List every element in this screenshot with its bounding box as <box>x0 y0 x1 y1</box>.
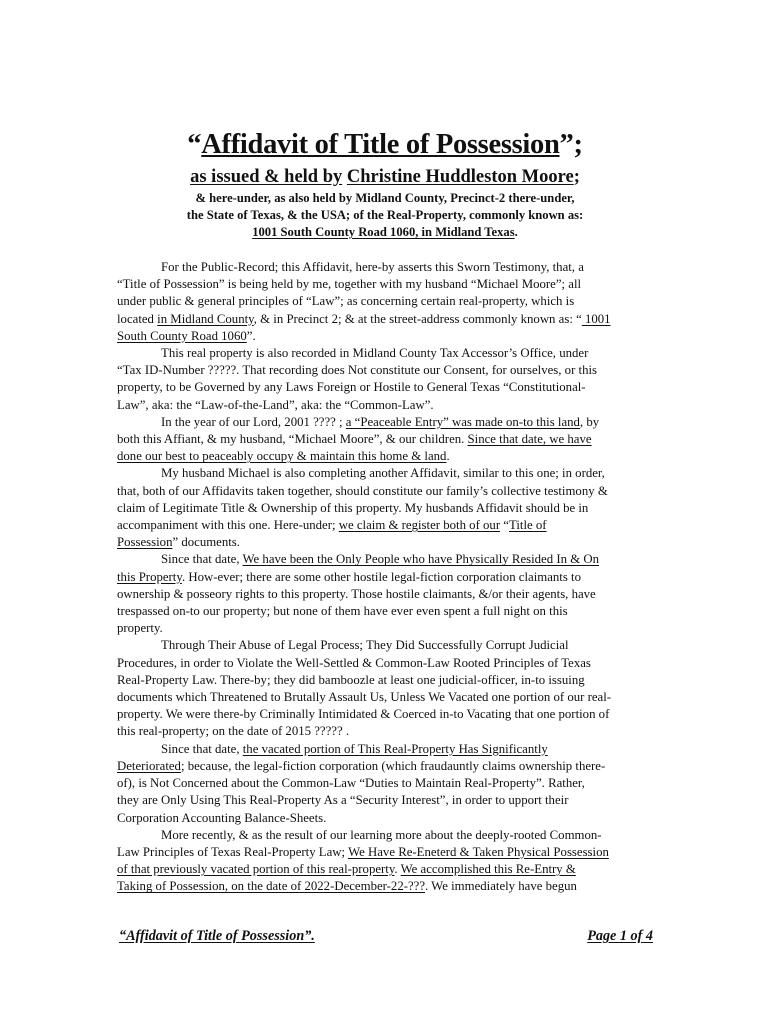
text-line: Law”, aka: the “Law-of-the-Land”, aka: the “Common-Law”. <box>117 397 434 412</box>
text-line: documents which Threatened to Brutally Assault Us, Unless We Vacated one portion of our real- <box>117 690 612 705</box>
paragraph-8 <box>117 827 654 896</box>
document-body <box>117 259 654 896</box>
text-line: ownership & posseory rights to this property. Those hostile claimants, &/or their agents, have <box>117 586 596 601</box>
text-run: Since that date, <box>161 552 243 567</box>
underlined-text: we claim & register both of our <box>338 518 501 533</box>
subtitle-semicolon: ; <box>573 167 580 187</box>
text-line <box>117 328 654 345</box>
subtitle-name: Christine Huddleston Moore <box>346 167 574 187</box>
underlined-text: Deteriorated <box>117 758 181 773</box>
underlined-text: 1001 <box>581 311 611 326</box>
text-run: ”. <box>246 328 256 343</box>
underlined-text: Possession <box>117 535 173 550</box>
underlined-text: Since that date, we have <box>467 432 592 447</box>
text-run: accompaniment with this one. Here-under; <box>117 518 339 533</box>
text-run: . We immediately have begun <box>425 879 577 894</box>
underlined-text: We accomplished this Re-Entry & <box>400 862 576 877</box>
text-line: More recently, & as the result of our learning more about the deeply-rooted Common- <box>161 827 602 842</box>
text-line <box>117 431 654 448</box>
text-line: property. <box>117 621 163 636</box>
text-line <box>117 414 654 431</box>
text-run: . <box>394 862 401 877</box>
underlined-text: a “Peaceable Entry” was made on-to this land <box>345 414 580 429</box>
text-line: trespassed on-to our property; but none of them have ever even spent a full night on this <box>117 604 568 619</box>
text-line <box>117 878 654 895</box>
intro-address: 1001 South County Road 1060, in Midland Texas <box>252 225 515 239</box>
footer-document-title: “Affidavit of Title of Possession”. <box>119 928 315 944</box>
title-open-quote: “ <box>187 129 202 160</box>
underlined-text: the vacated portion of This Real-Property Has Significantly <box>242 741 548 756</box>
text-line <box>117 448 654 465</box>
underlined-text: in Midland County <box>157 311 254 326</box>
underlined-text: this Property <box>117 569 182 584</box>
paragraph-7 <box>117 741 654 827</box>
paragraph-3 <box>117 414 654 466</box>
text-line: “Title of Possession” is being held by me, together with my husband “Michael Moore”; all <box>117 277 582 292</box>
text-line: property, to be Governed by any Laws Foreign or Hostile to General Texas “Constitutional- <box>117 380 586 395</box>
text-run: ; because, the legal-fiction corporation (which fraudauntly claims ownership there- <box>180 758 606 773</box>
underlined-text: done our best to peaceably occupy & maintain this home & land <box>117 449 447 464</box>
subtitle-issued-by: as issued & held by <box>190 167 343 187</box>
text-run: Since that date, <box>161 741 243 756</box>
intro-line: & here-under, as also held by Midland County, Precinct-2 there-under, <box>195 191 575 205</box>
text-line <box>117 861 654 878</box>
text-run: . How-ever; there are some other hostile legal-fiction corporation claimants to <box>181 569 581 584</box>
text-line: claim of Legitimate Title & Ownership of this property. My husbands Affidavit should be in <box>117 500 589 515</box>
text-line: My husband Michael is also completing another Affidavit, similar to this one; in order, <box>161 466 605 481</box>
paragraph-6 <box>117 637 654 740</box>
footer-page-number: Page 1 of 4 <box>587 928 653 944</box>
text-run: “ <box>500 518 509 533</box>
text-line: “Tax ID-Number ?????. That recording does Not constitute our Consent, for ourselves, or this <box>117 363 598 378</box>
text-line: property. We were there-by Criminally Intimidated & Coerced in-to Vacating that one portion of <box>117 707 610 722</box>
underlined-text: Taking of Possession, on the date of 2022-December-22-??? <box>117 879 426 894</box>
text-line <box>117 844 654 861</box>
text-line <box>117 569 654 586</box>
title-close-quote: ”; <box>559 129 583 160</box>
text-run: both this Affiant, & my husband, “Michael Moore”, & our children. <box>117 432 468 447</box>
text-run: , by <box>579 414 600 429</box>
intro-address-line <box>0 224 770 241</box>
text-line: under public & general principles of “Law”; as concerning certain real-property, which is <box>117 294 575 309</box>
text-run: , & in Precinct 2; & at the street-address commonly known as: “ <box>253 311 582 326</box>
text-line: This real property is also recorded in Midland County Tax Accessor’s Office, under <box>161 346 589 361</box>
text-line: this real-property; on the date of 2015 ????? . <box>117 724 350 739</box>
underlined-text: Title of <box>508 518 547 533</box>
intro-period: . <box>514 225 518 239</box>
underlined-text: We Have Re-Eneterd & Taken Physical Possession <box>348 844 609 859</box>
document-title <box>0 128 770 162</box>
text-line <box>117 741 654 758</box>
paragraph-4 <box>117 465 654 551</box>
text-run: Law Principles of Texas Real-Property Law; <box>117 844 349 859</box>
underlined-text: We have been the Only People who have Physically Resided In & On <box>242 552 599 567</box>
title-text: Affidavit of Title of Possession <box>201 129 560 160</box>
text-line: Through Their Abuse of Legal Process; They Did Successfully Corrupt Judicial <box>161 638 569 653</box>
text-run: ” documents. <box>172 535 240 550</box>
document-subtitle <box>0 166 770 188</box>
paragraph-2 <box>117 345 654 414</box>
text-line: of), is Not Concerned about the Common-Law “Duties to Maintain Real-Property”. Rather, <box>117 776 585 791</box>
paragraph-1 <box>117 259 654 345</box>
text-run: . <box>446 449 450 464</box>
text-run: In the year of our Lord, 2001 ???? ; <box>161 414 346 429</box>
text-line: that, both of our Affidavits taken together, should constitute our family’s collective testimony & <box>117 483 608 498</box>
text-line <box>117 534 654 551</box>
text-line: Corporation Accounting Balance-Sheets. <box>117 810 327 825</box>
text-line: Procedures, in order to Violate the Well-Settled & Common-Law Rooted Principles of Texas <box>117 655 591 670</box>
intro-line: the State of Texas, & the USA; of the Real-Property, commonly known as: <box>186 208 584 222</box>
document-intro <box>0 190 770 241</box>
paragraph-5 <box>117 551 654 637</box>
text-line <box>117 551 654 568</box>
text-line <box>117 517 654 534</box>
text-line <box>117 758 654 775</box>
text-line <box>117 311 654 328</box>
text-run: located <box>117 311 158 326</box>
underlined-text: of that previously vacated portion of this real-property <box>117 862 395 877</box>
underlined-text: South County Road 1060 <box>117 328 247 343</box>
text-line: Real-Property Law. There-by; they did bamboozle at least one judicial-officer, in-to issuing <box>117 672 585 687</box>
text-line: For the Public-Record; this Affidavit, here-by asserts this Sworn Testimony, that, a <box>161 260 584 274</box>
text-line: they are Only Using This Real-Property As a “Security Interest”, in order to upport their <box>117 793 569 808</box>
